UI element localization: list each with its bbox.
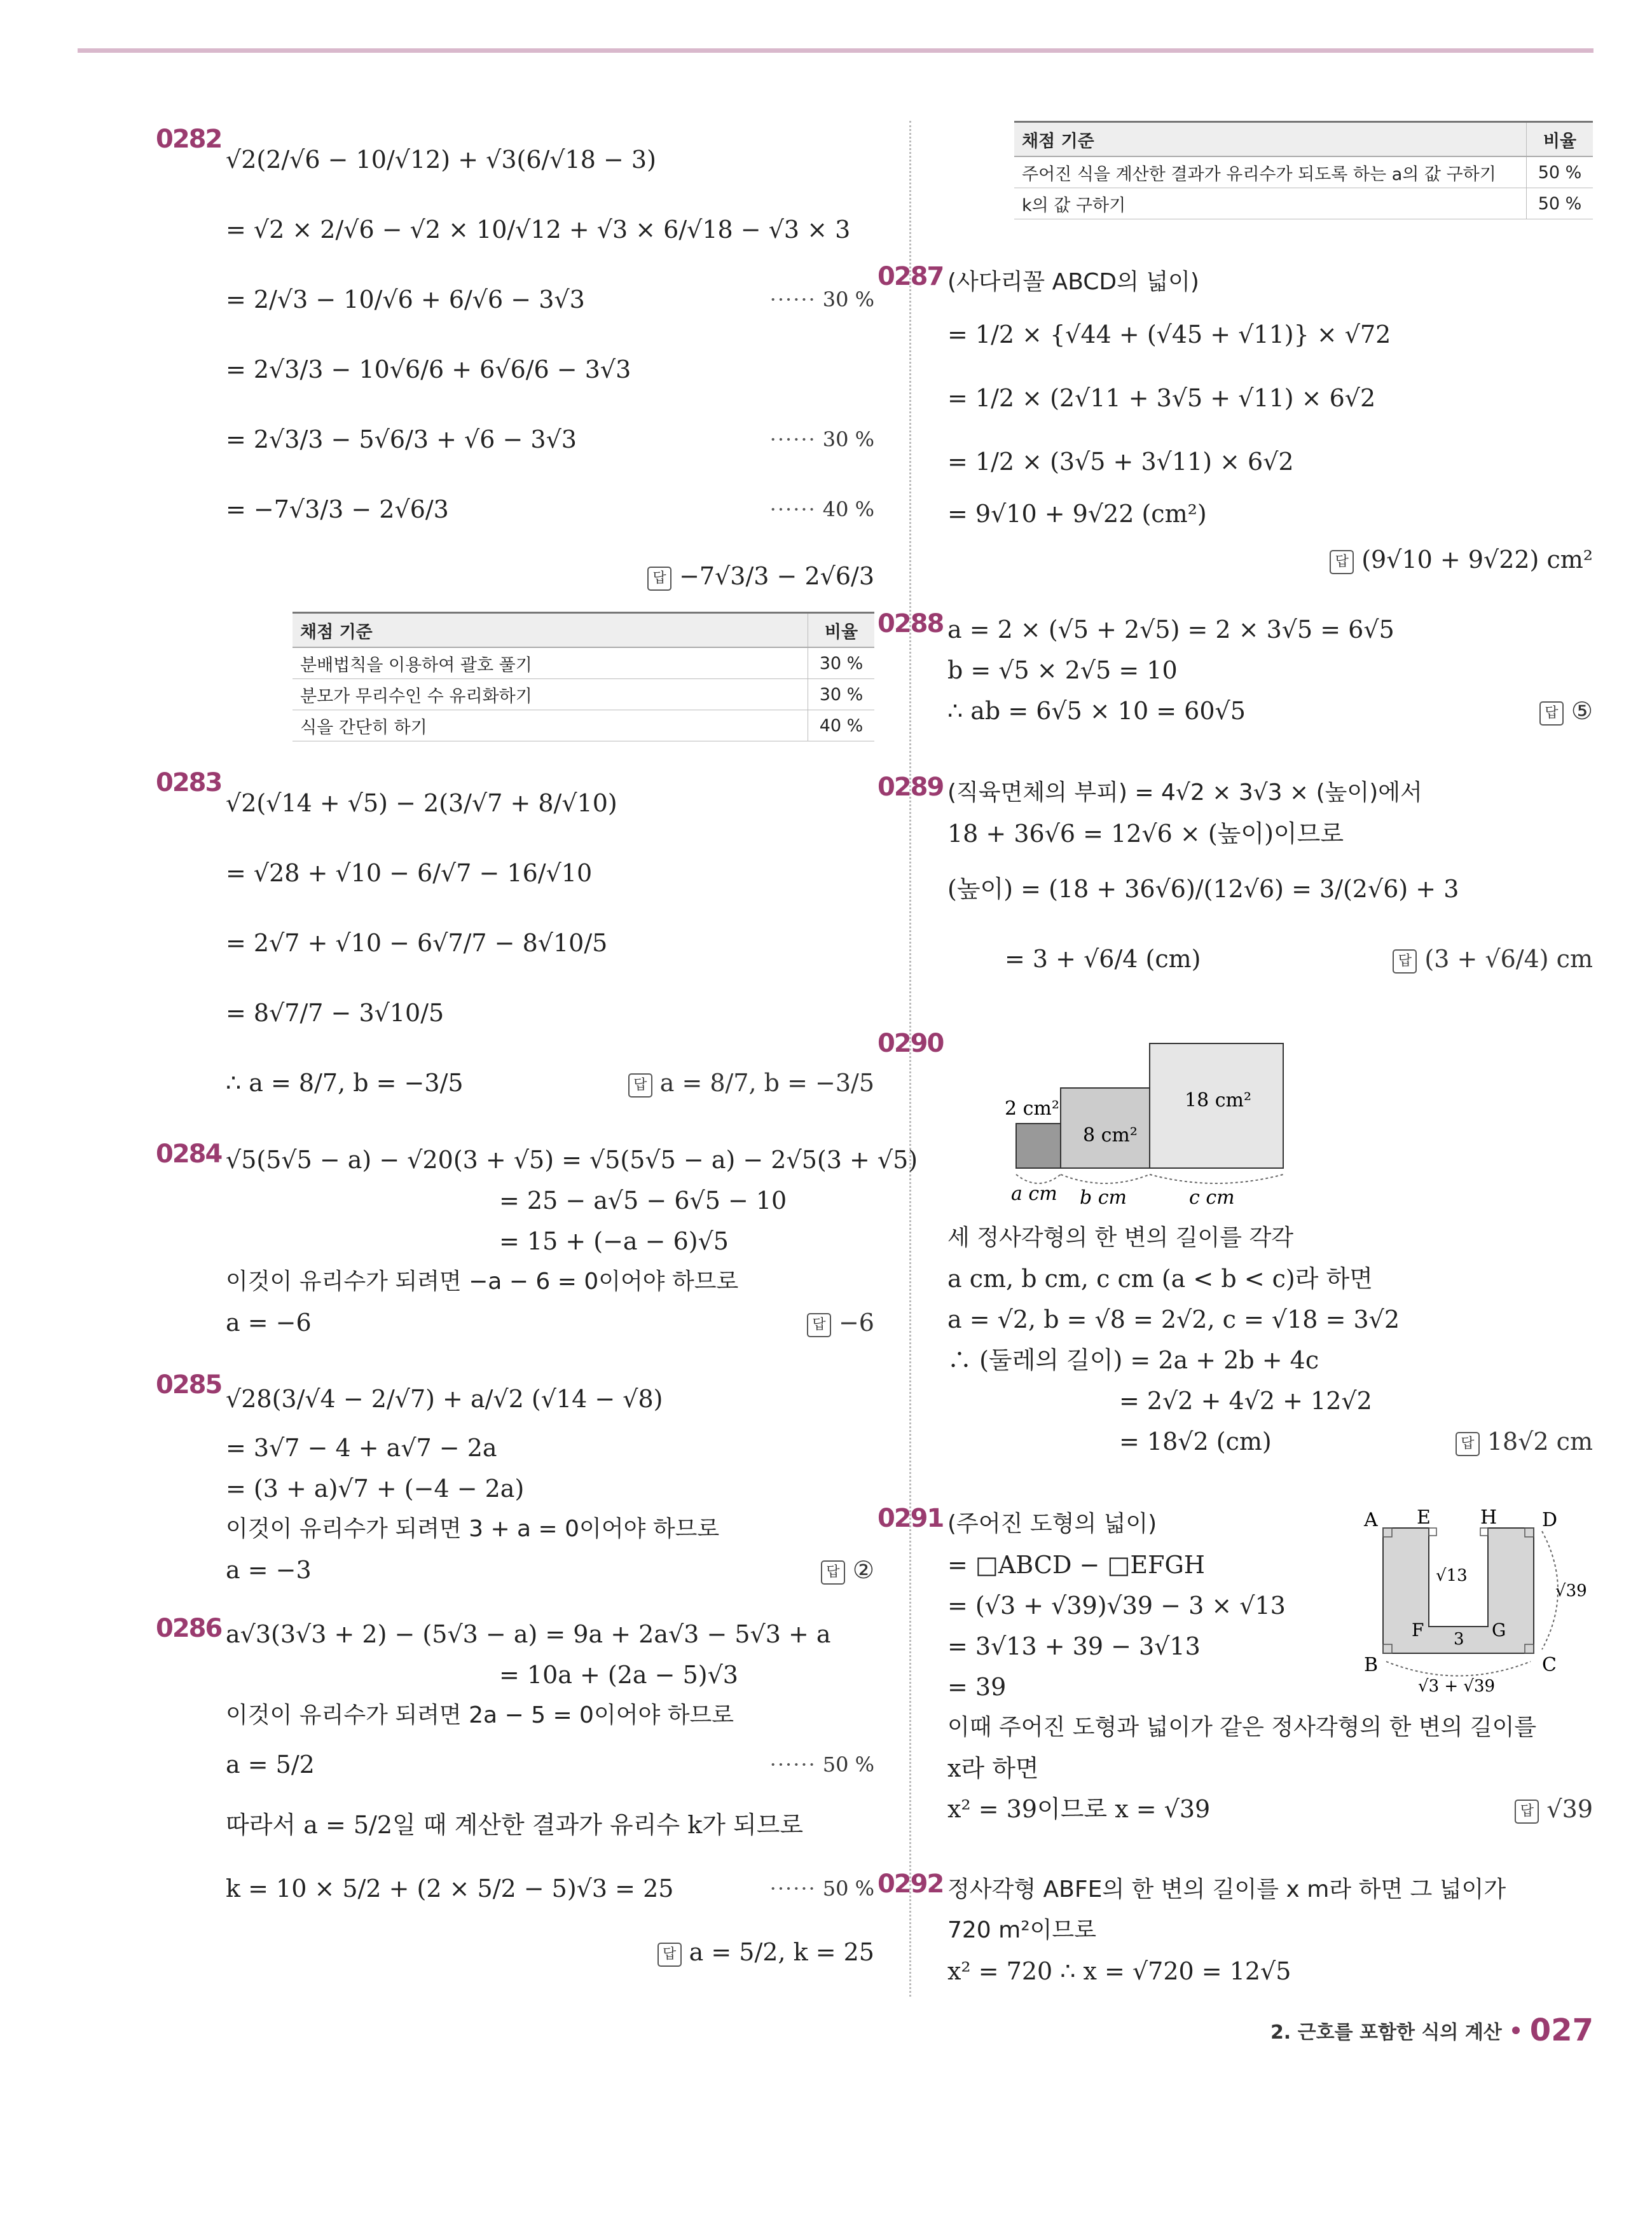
solution-text: a = −3 bbox=[226, 1556, 312, 1584]
table-row: k의 값 구하기 50 % bbox=[1014, 188, 1593, 219]
label-fg: 3 bbox=[1454, 1630, 1464, 1649]
score-label: ······ 30 % bbox=[769, 287, 874, 312]
solution-line-with-answer bbox=[947, 1789, 1593, 1829]
problem-0287 bbox=[878, 262, 1593, 585]
solution-line: 이것이 유리수가 되려면 −a − 6 = 0이어야 하므로 bbox=[226, 1269, 739, 1295]
solution-line-scored bbox=[226, 1736, 874, 1793]
solution-line-scored bbox=[226, 474, 874, 544]
solution-line: a = √2, b = √8 = 2√2, c = √18 = 3√2 bbox=[947, 1305, 1400, 1333]
problem-0288 bbox=[878, 609, 1593, 731]
answer-icon: 답 bbox=[821, 1560, 845, 1585]
solution-line: = 1/2 × {√44 + (√45 + √11)} × √72 bbox=[947, 320, 1391, 348]
solution-line: = (√3 + √39)√39 − 3 × √13 bbox=[947, 1592, 1286, 1620]
answer-text: 18√2 cm bbox=[1487, 1428, 1593, 1456]
problem-number: 0285 bbox=[156, 1370, 222, 1400]
problem-number: 0287 bbox=[878, 262, 944, 291]
solution-line: = 2√7 + √10 − 6√7/7 − 8√10/5 bbox=[226, 929, 608, 957]
solution-line: = 8√7/7 − 3√10/5 bbox=[226, 999, 444, 1027]
answer-text: (9√10 + 9√22) cm² bbox=[1361, 546, 1593, 574]
table-row: 분모가 무리수인 수 유리화하기 30 % bbox=[293, 679, 874, 710]
label-side-b: b cm bbox=[1080, 1187, 1127, 1209]
problem-number: 0283 bbox=[156, 768, 222, 797]
vertex-b: B bbox=[1364, 1654, 1379, 1676]
answer-text: ② bbox=[852, 1556, 874, 1584]
solution-line: b = √5 × 2√5 = 10 bbox=[947, 656, 1178, 684]
solution-line: 세 정사각형의 한 변의 길이를 각각 bbox=[947, 1225, 1294, 1251]
vertex-g: G bbox=[1492, 1620, 1506, 1641]
figure-abcd bbox=[1361, 1506, 1593, 1700]
answer-line bbox=[226, 1920, 874, 1984]
solution-text: a = 5/2 bbox=[226, 1751, 315, 1779]
solution-line: a√3(3√3 + 2) − (5√3 − a) = 9a + 2a√3 − 5√3 + a bbox=[226, 1620, 831, 1648]
solution-line-scored bbox=[226, 404, 874, 474]
table-row: 식을 간단히 하기 40 % bbox=[293, 710, 874, 741]
solution-line-with-answer bbox=[226, 1048, 874, 1118]
solution-text: = 3 + √6/4 (cm) bbox=[1005, 945, 1201, 973]
solution-text: ∴ a = 8/7, b = −3/5 bbox=[226, 1069, 464, 1097]
solution-line: √28(3/√4 − 2/√7) + a/√2 (√14 − √8) bbox=[226, 1385, 663, 1413]
answer-text: −7√3/3 − 2√6/3 bbox=[679, 562, 874, 590]
solution-line: 18 + 36√6 = 12√6 × (높이)이므로 bbox=[947, 820, 1344, 848]
table-header-criteria: 채점 기준 bbox=[1014, 122, 1527, 157]
answer-line bbox=[947, 534, 1593, 585]
solution-line: = (3 + a)√7 + (−4 − 2a) bbox=[226, 1475, 525, 1503]
brace-a bbox=[1016, 1174, 1061, 1183]
answer-icon: 답 bbox=[647, 567, 671, 591]
problem-number: 0289 bbox=[878, 773, 944, 802]
squares-figure bbox=[998, 1033, 1291, 1218]
solution-line: (주어진 도형의 넓이) bbox=[947, 1511, 1157, 1537]
solution-line: 720 m²이므로 bbox=[947, 1917, 1096, 1943]
answer-line bbox=[1515, 1789, 1593, 1829]
solution-line: = 1/2 × (2√11 + 3√5 + √11) × 6√2 bbox=[947, 384, 1376, 412]
solution-line-with-answer bbox=[947, 924, 1593, 994]
problem-0289 bbox=[878, 773, 1593, 994]
answer-text: a = 5/2, k = 25 bbox=[689, 1938, 874, 1966]
label-side-a: a cm bbox=[1011, 1183, 1057, 1205]
solution-line: a cm, b cm, c cm (a < b < c)라 하면 bbox=[947, 1265, 1373, 1293]
solution-line: = 2√3/3 − 10√6/6 + 6√6/6 − 3√3 bbox=[226, 355, 631, 383]
solution-text: = 18√2 (cm) bbox=[1119, 1428, 1272, 1456]
answer-line bbox=[1393, 924, 1593, 994]
page-number: 027 bbox=[1529, 2013, 1593, 2048]
problem-number: 0286 bbox=[156, 1614, 222, 1643]
solution-line: x² = 720 ∴ x = √720 = 12√5 bbox=[947, 1957, 1291, 1985]
label-area-large: 18 cm² bbox=[1185, 1089, 1251, 1112]
answer-text: ⑤ bbox=[1571, 697, 1593, 725]
problem-number: 0292 bbox=[878, 1869, 944, 1899]
brace-c bbox=[1150, 1174, 1283, 1183]
table-header-ratio: 비율 bbox=[1527, 122, 1593, 157]
solution-line: x라 하면 bbox=[947, 1754, 1039, 1782]
answer-icon: 답 bbox=[628, 1073, 652, 1098]
vertex-f: F bbox=[1412, 1620, 1424, 1641]
solution-line: = 39 bbox=[947, 1673, 1007, 1701]
answer-icon: 답 bbox=[1393, 949, 1417, 974]
problem-number: 0290 bbox=[878, 1029, 944, 1058]
solution-text: = 2√3/3 − 5√6/3 + √6 − 3√3 bbox=[226, 425, 577, 453]
problem-number: 0288 bbox=[878, 609, 944, 638]
answer-text: √39 bbox=[1546, 1795, 1593, 1823]
answer-line bbox=[807, 1302, 874, 1343]
vertex-a: A bbox=[1364, 1509, 1378, 1531]
answer-line bbox=[628, 1048, 874, 1118]
brace-bottom bbox=[1386, 1662, 1531, 1676]
solution-text: x² = 39이므로 x = √39 bbox=[947, 1795, 1211, 1823]
answer-line bbox=[1456, 1421, 1593, 1462]
answer-icon: 답 bbox=[1539, 701, 1564, 726]
solution-line-with-answer bbox=[226, 1550, 874, 1590]
problem-0286 bbox=[156, 1614, 874, 1984]
problem-number: 0291 bbox=[878, 1504, 944, 1533]
solution-line: (직육면체의 부피) = 4√2 × 3√3 × (높이)에서 bbox=[947, 780, 1422, 806]
small-square bbox=[1016, 1124, 1061, 1168]
answer-line bbox=[226, 544, 874, 608]
solution-line: 이것이 유리수가 되려면 3 + a = 0이어야 하므로 bbox=[226, 1516, 720, 1542]
solution-line: 정사각형 ABFE의 한 변의 길이를 x m라 하면 그 넓이가 bbox=[947, 1876, 1506, 1903]
problem-0282 bbox=[156, 125, 874, 608]
answer-icon: 답 bbox=[807, 1313, 831, 1337]
table-row: 분배법칙을 이용하여 괄호 풀기 30 % bbox=[293, 647, 874, 679]
table-header-criteria: 채점 기준 bbox=[293, 613, 808, 648]
solution-text: a = −6 bbox=[226, 1309, 312, 1337]
chapter-title: 2. 근호를 포함한 식의 계산 bbox=[1270, 2021, 1502, 2044]
solution-line: 따라서 a = 5/2일 때 계산한 결과가 유리수 k가 되므로 bbox=[226, 1811, 804, 1839]
solution-line: √2(2/√6 − 10/√12) + √3(6/√18 − 3) bbox=[226, 146, 656, 174]
answer-icon: 답 bbox=[1515, 1800, 1539, 1824]
solution-line: (사다리꼴 ABCD의 넓이) bbox=[947, 269, 1199, 295]
problem-number: 0282 bbox=[156, 125, 222, 154]
answer-icon: 답 bbox=[1330, 550, 1354, 574]
problem-0285 bbox=[156, 1370, 874, 1590]
scoring-table-0286 bbox=[1014, 121, 1593, 219]
answer-icon: 답 bbox=[1456, 1432, 1480, 1456]
table-header-ratio: 비율 bbox=[808, 613, 875, 648]
score-label: ······ 50 % bbox=[769, 1752, 874, 1777]
solution-line-scored bbox=[226, 1857, 874, 1920]
solution-line: = √2 × 2/√6 − √2 × 10/√12 + √3 × 6/√18 − √3 × 3 bbox=[226, 216, 851, 244]
answer-text: −6 bbox=[838, 1309, 874, 1337]
solution-line: = 25 − a√5 − 6√5 − 10 bbox=[499, 1187, 787, 1215]
solution-line-with-answer bbox=[947, 691, 1593, 731]
problem-0290-solution bbox=[947, 1218, 1593, 1462]
column-divider bbox=[909, 121, 911, 1997]
answer-text: a = 8/7, b = −3/5 bbox=[659, 1069, 874, 1097]
solution-line-with-answer bbox=[226, 1302, 874, 1343]
solution-line: = 3√7 − 4 + a√7 − 2a bbox=[226, 1434, 497, 1462]
solution-line: = 1/2 × (3√5 + 3√11) × 6√2 bbox=[947, 448, 1294, 476]
solution-line: ∴ (둘레의 길이) = 2a + 2b + 4c bbox=[947, 1346, 1319, 1374]
scoring-table-0282 bbox=[293, 612, 874, 741]
solution-text: = 2/√3 − 10/√6 + 6/√6 − 3√3 bbox=[226, 286, 585, 313]
label-side-c: c cm bbox=[1189, 1187, 1235, 1209]
table-row: 주어진 식을 계산한 결과가 유리수가 되도록 하는 a의 값 구하기 50 % bbox=[1014, 156, 1593, 188]
label-area-mid: 8 cm² bbox=[1083, 1124, 1138, 1146]
solution-text: = −7√3/3 − 2√6/3 bbox=[226, 495, 449, 523]
solution-line: (높이) = (18 + 36√6)/(12√6) = 3/(2√6) + 3 bbox=[947, 875, 1459, 903]
vertex-e: E bbox=[1417, 1506, 1431, 1529]
score-label: ······ 40 % bbox=[769, 497, 874, 521]
solution-line: = √28 + √10 − 6/√7 − 16/√10 bbox=[226, 859, 593, 887]
brace-b bbox=[1061, 1174, 1150, 1183]
solution-line: √2(√14 + √5) − 2(3/√7 + 8/√10) bbox=[226, 789, 617, 817]
label-area-small: 2 cm² bbox=[1005, 1098, 1059, 1120]
page-footer bbox=[1270, 2013, 1593, 2048]
problem-0284 bbox=[156, 1139, 918, 1343]
solution-line: 이때 주어진 도형과 넓이가 같은 정사각형의 한 변의 길이를 bbox=[947, 1714, 1537, 1740]
answer-line bbox=[1539, 691, 1593, 731]
vertex-d: D bbox=[1542, 1509, 1558, 1531]
solution-line: √5(5√5 − a) − √20(3 + √5) = √5(5√5 − a) − 2√5(3 + √5) bbox=[226, 1146, 918, 1174]
footer-bullet bbox=[1512, 2027, 1520, 2034]
answer-line bbox=[821, 1550, 874, 1590]
answer-icon: 답 bbox=[657, 1943, 682, 1967]
solution-text: k = 10 × 5/2 + (2 × 5/2 − 5)√3 = 25 bbox=[226, 1875, 674, 1903]
solution-line-with-answer bbox=[947, 1421, 1593, 1462]
solution-line: a = 2 × (√5 + 2√5) = 2 × 3√5 = 6√5 bbox=[947, 616, 1394, 644]
score-label: ······ 50 % bbox=[769, 1876, 874, 1901]
solution-line-scored bbox=[226, 265, 874, 334]
label-bottom: √3 + √39 bbox=[1418, 1677, 1496, 1696]
solution-line: = 3√13 + 39 − 3√13 bbox=[947, 1632, 1201, 1660]
answer-text: (3 + √6/4) cm bbox=[1424, 945, 1593, 973]
solution-line: = 9√10 + 9√22 (cm²) bbox=[947, 500, 1207, 528]
solution-text: ∴ ab = 6√5 × 10 = 60√5 bbox=[947, 697, 1246, 725]
solution-line: 이것이 유리수가 되려면 2a − 5 = 0이어야 하므로 bbox=[226, 1702, 734, 1728]
problem-0292 bbox=[878, 1869, 1593, 1992]
label-right: √39 bbox=[1555, 1581, 1587, 1600]
score-label: ······ 30 % bbox=[769, 427, 874, 451]
solution-line: = 10a + (2a − 5)√3 bbox=[499, 1661, 738, 1689]
solution-line: = 15 + (−a − 6)√5 bbox=[499, 1227, 729, 1255]
problem-0283 bbox=[156, 768, 874, 1118]
vertex-h: H bbox=[1480, 1506, 1497, 1529]
vertex-c: C bbox=[1542, 1654, 1557, 1676]
label-inner: √13 bbox=[1436, 1566, 1468, 1585]
solution-line: = 2√2 + 4√2 + 12√2 bbox=[1119, 1387, 1372, 1415]
top-rule bbox=[78, 48, 1593, 53]
problem-number: 0284 bbox=[156, 1139, 222, 1169]
solution-line: = □ABCD − □EFGH bbox=[947, 1551, 1205, 1579]
